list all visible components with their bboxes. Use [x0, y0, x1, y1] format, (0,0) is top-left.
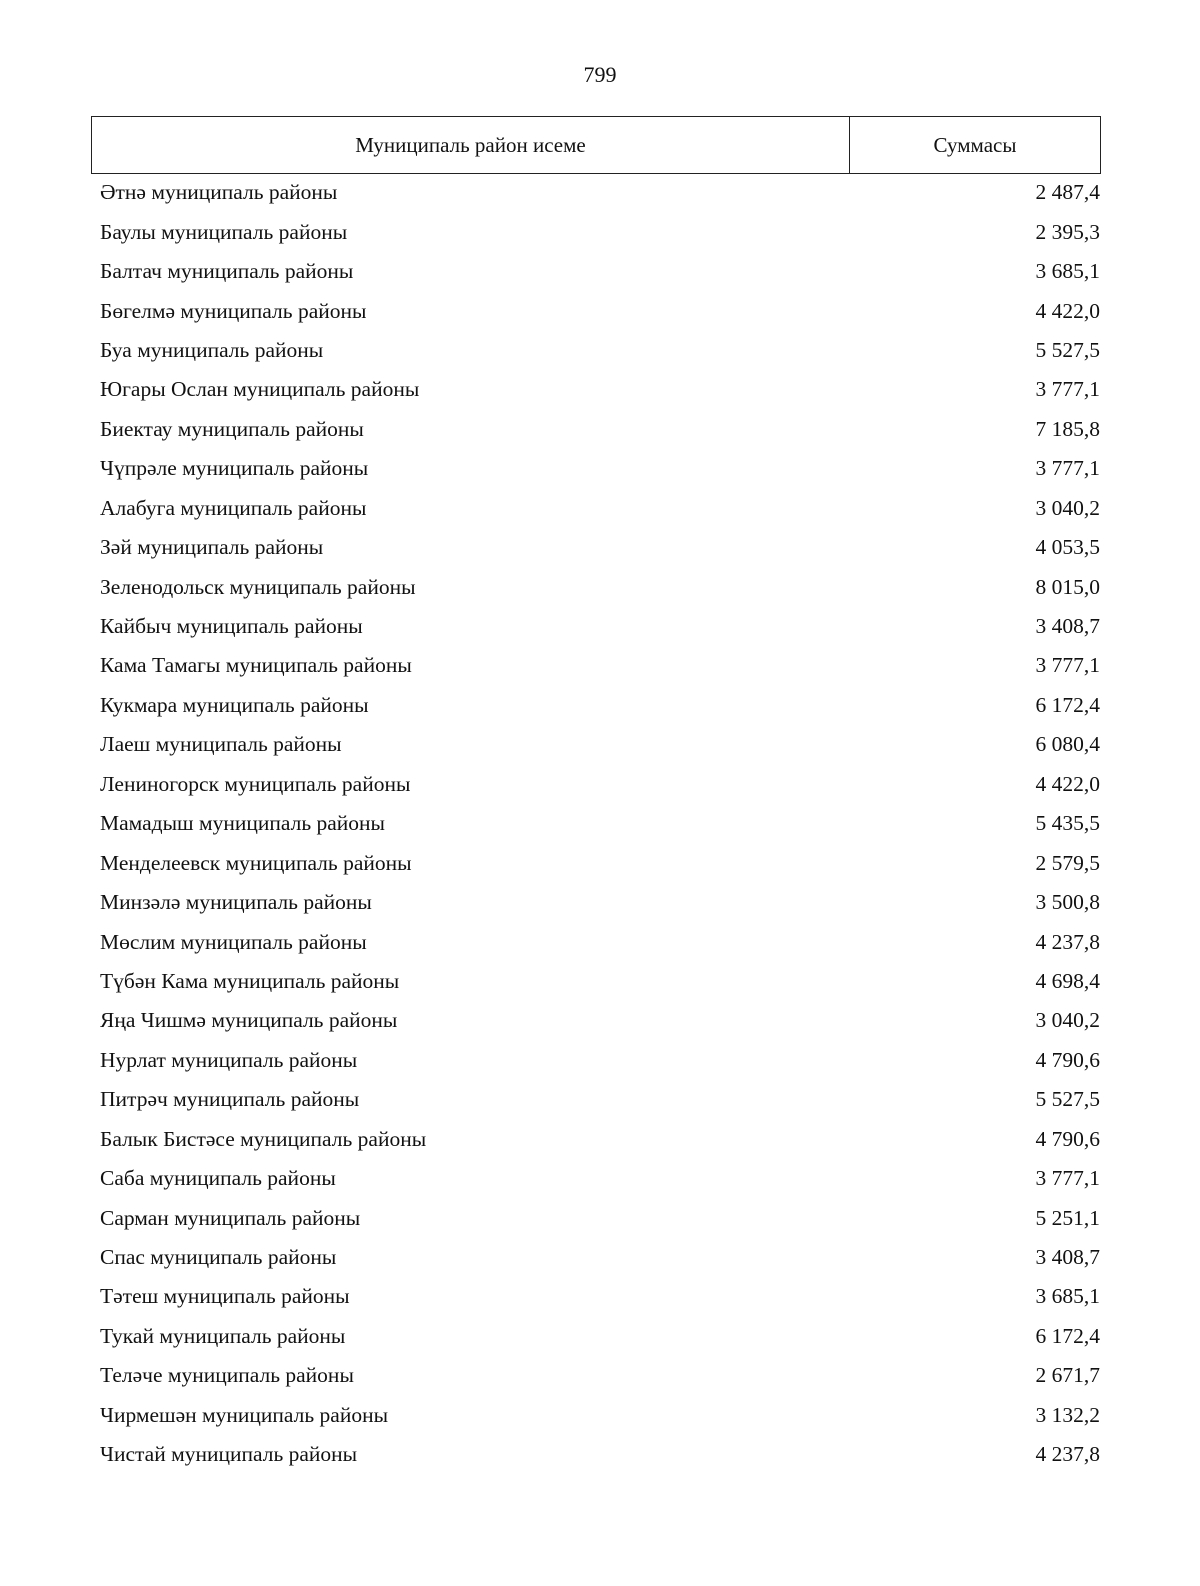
district-name: Түбән Кама муниципаль районы [100, 968, 400, 993]
district-sum: 6 172,4 [1035, 692, 1100, 717]
table-row [100, 1120, 1100, 1159]
district-name: Теләче муниципаль районы [100, 1363, 354, 1388]
district-sum: 2 487,4 [1035, 180, 1100, 205]
district-name: Лениногорск муниципаль районы [100, 771, 411, 796]
table-row [100, 173, 1100, 212]
district-name: Менделеевск муниципаль районы [100, 850, 412, 875]
table-row [100, 1001, 1100, 1040]
table-row [100, 962, 1100, 1001]
district-name: Алабуга муниципаль районы [100, 495, 367, 520]
district-sum: 4 053,5 [1035, 535, 1100, 560]
table-row [100, 1277, 1100, 1316]
table-row [100, 843, 1100, 882]
district-sum: 5 435,5 [1035, 811, 1100, 836]
table-row [100, 765, 1100, 804]
table-row [100, 449, 1100, 488]
district-sum: 3 040,2 [1035, 1008, 1100, 1033]
table-row [100, 883, 1100, 922]
district-sum: 3 777,1 [1035, 377, 1100, 402]
district-name: Спас муниципаль районы [100, 1245, 337, 1270]
table-row [100, 1080, 1100, 1119]
district-sum: 8 015,0 [1035, 574, 1100, 599]
district-name: Нурлат муниципаль районы [100, 1047, 358, 1072]
table-row [100, 922, 1100, 961]
table-row [100, 331, 1100, 370]
table-row [100, 1198, 1100, 1237]
district-sum: 3 500,8 [1035, 890, 1100, 915]
table-row [100, 410, 1100, 449]
table-row [100, 1041, 1100, 1080]
table-row [100, 646, 1100, 685]
table-row [100, 686, 1100, 725]
district-sum: 3 408,7 [1035, 1245, 1100, 1270]
district-sum: 3 777,1 [1035, 1166, 1100, 1191]
district-name: Әтнә муниципаль районы [100, 180, 338, 205]
page-number: 799 [583, 62, 617, 87]
table-row [100, 1317, 1100, 1356]
table-row [100, 725, 1100, 764]
district-name: Биектау муниципаль районы [100, 416, 364, 441]
district-name: Сарман муниципаль районы [100, 1205, 361, 1230]
district-name: Зәй муниципаль районы [100, 535, 324, 560]
column-header-district-name: Муниципаль район исеме [92, 117, 850, 173]
district-name: Баулы муниципаль районы [100, 219, 348, 244]
table-row [100, 1435, 1100, 1474]
district-name: Мамадыш муниципаль районы [100, 811, 386, 836]
district-sum: 7 185,8 [1035, 416, 1100, 441]
district-sum: 2 671,7 [1035, 1363, 1100, 1388]
district-sum: 6 080,4 [1035, 732, 1100, 757]
district-sum: 4 422,0 [1035, 771, 1100, 796]
column-header-sum: Суммасы [933, 132, 1017, 157]
district-sum: 3 685,1 [1035, 259, 1100, 284]
table-row [100, 212, 1100, 251]
district-sum: 3 777,1 [1035, 653, 1100, 678]
district-name: Балык Бистәсе муниципаль районы [100, 1126, 427, 1151]
table-row [100, 252, 1100, 291]
district-sum: 3 685,1 [1035, 1284, 1100, 1309]
district-name: Буа муниципаль районы [100, 337, 324, 362]
district-sum: 4 790,6 [1035, 1047, 1100, 1072]
district-name: Чүпрәле муниципаль районы [100, 456, 369, 481]
district-sum: 6 172,4 [1035, 1323, 1100, 1348]
table-row [100, 489, 1100, 528]
district-sum: 3 777,1 [1035, 456, 1100, 481]
district-name: Мөслим муниципаль районы [100, 929, 367, 954]
district-sum: 4 237,8 [1035, 1442, 1100, 1467]
district-name: Чистай муниципаль районы [100, 1442, 358, 1467]
table-row [100, 528, 1100, 567]
table-row [100, 1238, 1100, 1277]
district-name: Кайбыч муниципаль районы [100, 614, 363, 639]
district-sum: 3 132,2 [1035, 1402, 1100, 1427]
table-header [91, 116, 1101, 174]
district-sum: 5 527,5 [1035, 1087, 1100, 1112]
district-name: Тәтеш муниципаль районы [100, 1284, 350, 1309]
table-row [100, 370, 1100, 409]
table-body [100, 173, 1100, 1474]
table-row [100, 1396, 1100, 1435]
district-name: Кукмара муниципаль районы [100, 692, 369, 717]
table-row [100, 607, 1100, 646]
table-row [100, 804, 1100, 843]
district-sum: 2 395,3 [1035, 219, 1100, 244]
table-row [100, 1159, 1100, 1198]
district-name: Югары Ослан муниципаль районы [100, 377, 420, 402]
district-sum: 4 790,6 [1035, 1126, 1100, 1151]
district-name: Минзәлә муниципаль районы [100, 890, 372, 915]
district-sum: 4 237,8 [1035, 929, 1100, 954]
district-name: Тукай муниципаль районы [100, 1323, 346, 1348]
district-sum: 2 579,5 [1035, 850, 1100, 875]
table-row [100, 1356, 1100, 1395]
district-name: Лаеш муниципаль районы [100, 732, 342, 757]
district-name: Питрәч муниципаль районы [100, 1087, 360, 1112]
district-sum: 4 698,4 [1035, 968, 1100, 993]
district-sum: 3 408,7 [1035, 614, 1100, 639]
district-name: Балтач муниципаль районы [100, 259, 354, 284]
district-name: Кама Тамагы муниципаль районы [100, 653, 412, 678]
district-name: Яңа Чишмә муниципаль районы [100, 1008, 398, 1033]
table-row [100, 567, 1100, 606]
district-name: Зеленодольск муниципаль районы [100, 574, 416, 599]
district-name: Бөгелмә муниципаль районы [100, 298, 367, 323]
district-sum: 3 040,2 [1035, 495, 1100, 520]
district-name: Саба муниципаль районы [100, 1166, 336, 1191]
district-sum: 4 422,0 [1035, 298, 1100, 323]
table-row [100, 291, 1100, 330]
district-sum: 5 527,5 [1035, 337, 1100, 362]
district-sum: 5 251,1 [1035, 1205, 1100, 1230]
district-name: Чирмешән муниципаль районы [100, 1402, 389, 1427]
